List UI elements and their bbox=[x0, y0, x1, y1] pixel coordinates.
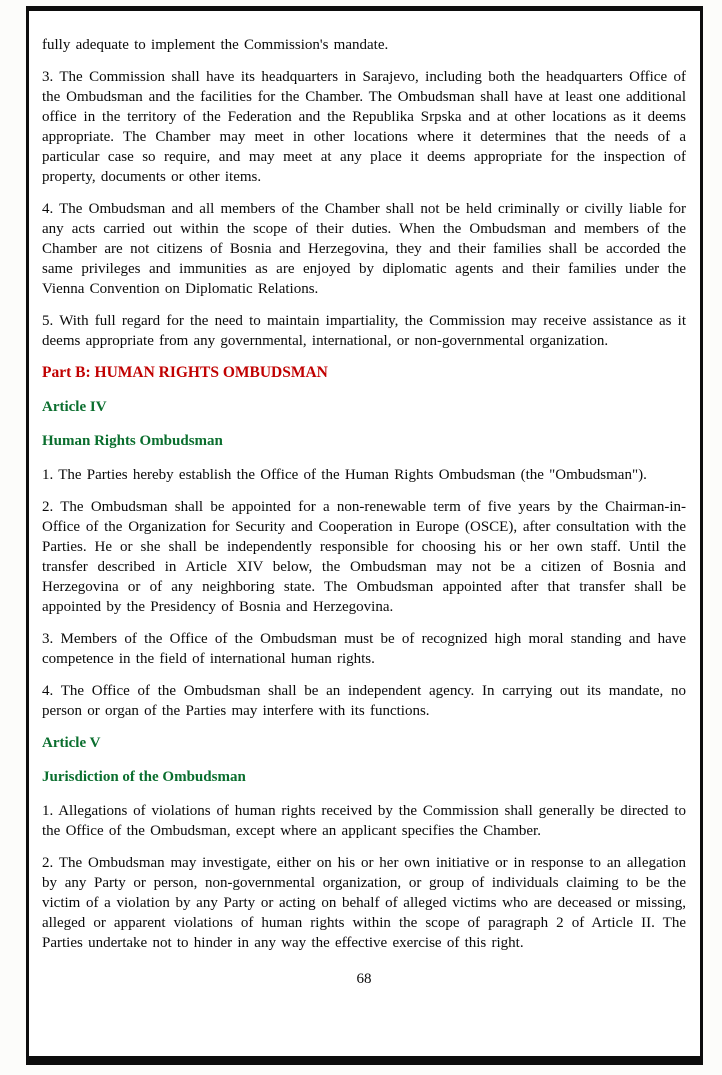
title-human-rights-ombudsman: Human Rights Ombudsman bbox=[42, 433, 223, 449]
page-number: 68 bbox=[356, 971, 372, 987]
paragraph-headquarters: 3. The Commission shall have its headquarters in Sarajevo, including both the headquarters Office of the Ombudsman and the facilities for the Chamber. The Ombudsman shall have at least one additional office in the territory of the Federation and the Republika Srpska and at other locations as it deems appropriate. The Chamber may meet in other locations where it determines that the needs of a particular case so require, and may meet at any place it deems appropriate for the inspection of property, documents or other items. bbox=[42, 69, 686, 185]
title-jurisdiction: Jurisdiction of the Ombudsman bbox=[42, 769, 246, 785]
heading-article-v: Article V bbox=[42, 735, 101, 751]
paragraph-appointment: 2. The Ombudsman shall be appointed for a non-renewable term of five years by the Chairman-in-Office of the Organization for Security and Cooperation in Europe (OSCE), after consultation with the Parties. He or she shall be independently responsible for choosing his or her own staff. Until the transfer described in Article XIV below, the Ombudsman may not be a citizen of Bosnia and Herzegovina or of any neighboring state. The Ombudsman appointed after that transfer shall be appointed by the Presidency of Bosnia and Herzegovina. bbox=[42, 499, 686, 615]
paragraph-allegations: 1. Allegations of violations of human rights received by the Commission shall generally be directed to the Office of the Ombudsman, except where an applicant specifies the Chamber. bbox=[42, 803, 686, 839]
paragraph-assistance: 5. With full regard for the need to maintain impartiality, the Commission may receive assistance as it deems appropriate from any governmental, international, or non-governmental organization. bbox=[42, 313, 686, 349]
heading-part-b: Part B: HUMAN RIGHTS OMBUDSMAN bbox=[42, 364, 328, 381]
paragraph-immunities: 4. The Ombudsman and all members of the Chamber shall not be held criminally or civilly liable for any acts carried out within the scope of their duties. When the Ombudsman and members of the Chamber are not citizens of Bosnia and Herzegovina, they and their families shall be accorded the same privileges and immunities as are enjoyed by diplomatic agents and their families under the Vienna Convention on Diplomatic Relations. bbox=[42, 201, 686, 297]
heading-article-iv: Article IV bbox=[42, 399, 107, 415]
paragraph-independent-agency: 4. The Office of the Ombudsman shall be an independent agency. In carrying out its mandate, no person or organ of the Parties may interfere with its functions. bbox=[42, 683, 686, 719]
paragraph-continuation: fully adequate to implement the Commission's mandate. bbox=[42, 37, 389, 53]
paragraph-establish-office: 1. The Parties hereby establish the Office of the Human Rights Ombudsman (the "Ombudsman"). bbox=[42, 467, 647, 483]
paragraph-members-standing: 3. Members of the Office of the Ombudsman must be of recognized high moral standing and have competence in the field of international human rights. bbox=[42, 631, 686, 667]
scanned-page-frame bbox=[26, 6, 703, 1065]
page-content bbox=[29, 11, 700, 989]
paragraph-investigate: 2. The Ombudsman may investigate, either on his or her own initiative or in response to an allegation by any Party or person, non-governmental organization, or group of individuals claiming to be the victim of a violation by any Party or acting on behalf of alleged victims who are deceased or missing, alleged or apparent violations of human rights within the scope of paragraph 2 of Article II. The Parties undertake not to hinder in any way the effective exercise of this right. bbox=[42, 855, 686, 951]
